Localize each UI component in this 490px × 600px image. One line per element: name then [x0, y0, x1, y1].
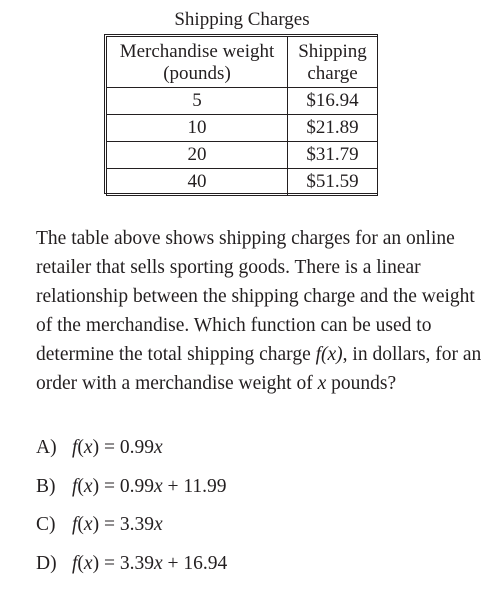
choice-letter: D): [36, 552, 57, 574]
question-text-before: The table above shows shipping charges for an online retailer that sells sporting goods. There is a linear relationship between the shipping charge and the weight of the merchandise. Which function can be used to determine the total shipping charge: [36, 228, 475, 365]
charge-cell: $31.79: [288, 142, 378, 169]
weight-header-line1: Merchandise weight: [119, 41, 275, 62]
charge-cell: $51.59: [288, 169, 378, 196]
choice-letter: C): [36, 514, 56, 535]
weight-cell: 40: [107, 169, 288, 196]
choice-letter: B): [36, 475, 56, 497]
question-text-middle: , in dollars, for an order with a merchandise weight of: [36, 344, 482, 394]
choice-expression: f(x) = 3.39x: [72, 514, 163, 535]
weight-column-header: [107, 37, 288, 88]
choice-a[interactable]: [36, 434, 476, 473]
charge-cell: $16.94: [288, 88, 378, 115]
weight-cell: 20: [107, 142, 288, 169]
table-title: Shipping Charges: [174, 9, 310, 30]
choice-expression: f(x) = 3.39x + 16.94: [72, 552, 228, 574]
charge-column-header: [288, 37, 378, 88]
shipping-charges-table: [106, 36, 378, 196]
question-variable: x: [317, 373, 327, 394]
table-row: [107, 142, 378, 169]
charge-header-line2: charge: [307, 63, 358, 84]
weight-cell: 10: [107, 115, 288, 142]
table-row: [107, 88, 378, 115]
question-text: [36, 224, 488, 398]
choice-d[interactable]: [36, 550, 476, 589]
table-header-row: [107, 37, 378, 88]
question-function: f(x): [315, 344, 343, 365]
choice-expression: f(x) = 0.99x + 11.99: [72, 475, 227, 497]
question-text-after: pounds?: [326, 373, 397, 394]
choice-b[interactable]: [36, 473, 476, 512]
charge-cell: $21.89: [288, 115, 378, 142]
answer-choices: [36, 434, 476, 588]
weight-header-line2: (pounds): [163, 63, 231, 84]
table-row: [107, 115, 378, 142]
weight-cell: 5: [107, 88, 288, 115]
choice-expression: f(x) = 0.99x: [72, 437, 163, 458]
charge-header-line1: Shipping: [298, 41, 367, 62]
table-row: [107, 169, 378, 196]
choice-c[interactable]: [36, 511, 476, 550]
choice-letter: A): [36, 437, 57, 458]
